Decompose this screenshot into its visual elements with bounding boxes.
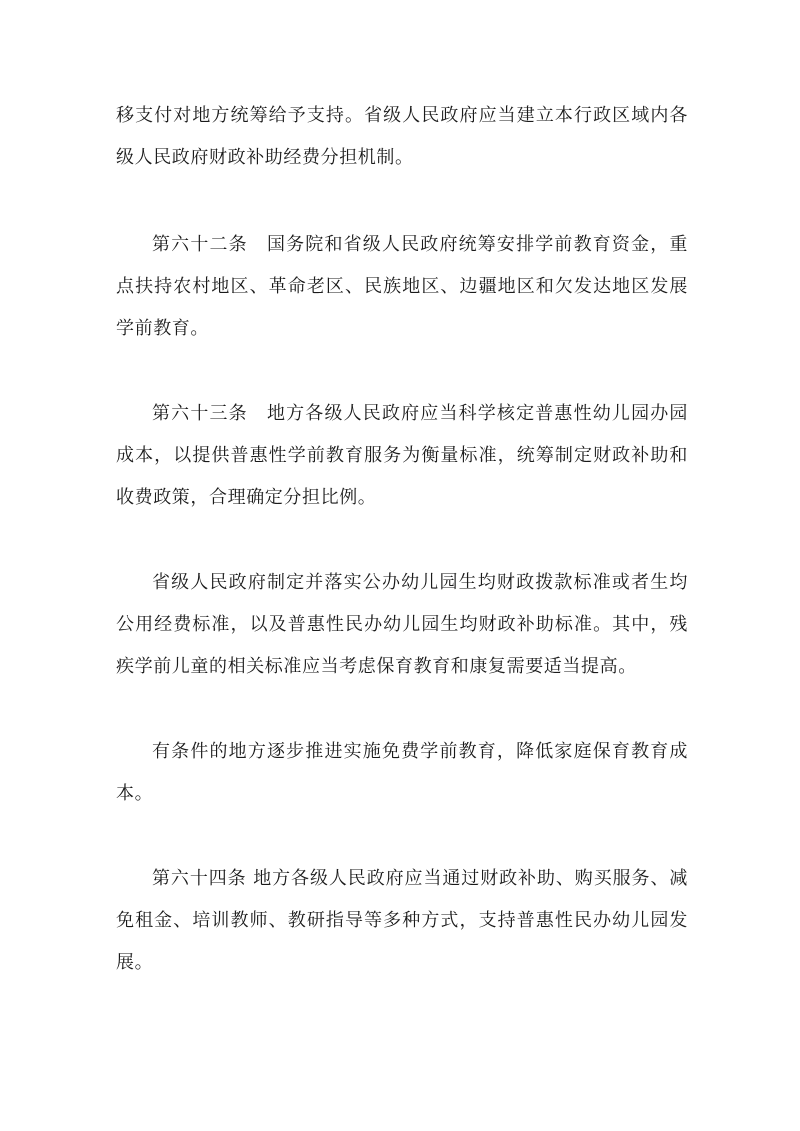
paragraph-article-63: 第六十三条 地方各级人民政府应当科学核定普惠性幼儿园办园成本，以提供普惠性学前教育服务为衡量标准，统筹制定财政补助和收费政策，合理确定分担比例。 xyxy=(116,403,688,508)
paragraph-article-62: 第六十二条 国务院和省级人民政府统筹安排学前教育资金，重点扶持农村地区、革命老区、民族地区、边疆地区和欠发达地区发展学前教育。 xyxy=(116,234,688,339)
paragraph-continuation: 移支付对地方统筹给予支持。省级人民政府应当建立本行政区域内各级人民政府财政补助经费分担机制。 xyxy=(116,105,688,168)
paragraph-article-64: 第六十四条 地方各级人民政府应当通过财政补助、购买服务、减免租金、培训教师、教研指导等多种方式，支持普惠性民办幼儿园发展。 xyxy=(116,868,688,973)
paragraph-free-preschool: 有条件的地方逐步推进实施免费学前教育，降低家庭保育教育成本。 xyxy=(116,741,688,804)
paragraph-provincial-standards: 省级人民政府制定并落实公办幼儿园生均财政拨款标准或者生均公用经费标准，以及普惠性民办幼儿园生均财政补助标准。其中，残疾学前儿童的相关标准应当考虑保育教育和康复需要适当提高。 xyxy=(116,572,688,677)
